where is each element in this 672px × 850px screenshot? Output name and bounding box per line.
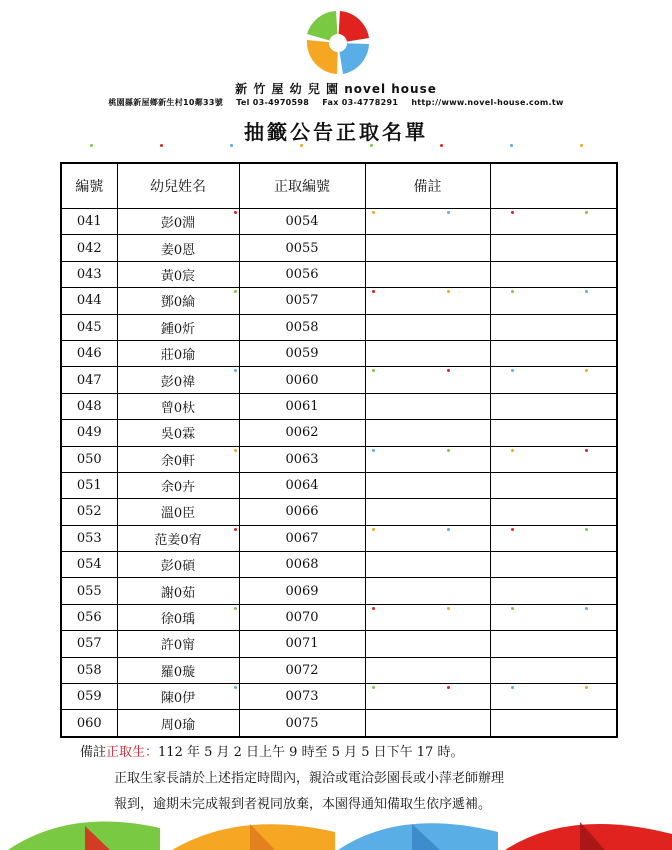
table-row xyxy=(61,578,617,604)
notes-line-3: 報到，逾期未完成報到者視同放棄，本園得通知備取生依序遞補。 xyxy=(114,797,492,812)
cell-remarks xyxy=(365,631,490,657)
cell-blank xyxy=(490,472,617,498)
decorative-dot xyxy=(585,290,588,293)
cell-admission-code: 0054 xyxy=(239,209,365,235)
decorative-dot xyxy=(447,211,450,214)
cell-admission-code: 0071 xyxy=(239,631,365,657)
cell-number: 044 xyxy=(61,288,117,314)
decorative-dot xyxy=(234,607,237,610)
notes-section xyxy=(80,740,504,818)
decorative-dot xyxy=(372,449,375,452)
decorative-dot xyxy=(372,290,375,293)
header-number: 編號 xyxy=(61,163,117,209)
cell-blank xyxy=(490,525,617,551)
notes-period: 112 年 5 月 2 日上午 9 時至 5 月 5 日下午 17 時。 xyxy=(158,745,464,760)
cell-blank xyxy=(490,446,617,472)
table-row xyxy=(61,472,617,498)
cell-blank xyxy=(490,710,617,737)
decorative-dot xyxy=(372,528,375,531)
cell-child-name: 謝0茹 xyxy=(117,578,239,604)
header-remarks: 備註 xyxy=(365,163,490,209)
cell-blank xyxy=(490,420,617,446)
decorative-dot xyxy=(447,528,450,531)
notes-line-1 xyxy=(80,740,504,766)
admission-list-table xyxy=(60,162,618,738)
cell-child-name: 余0卉 xyxy=(117,472,239,498)
table-row xyxy=(61,209,617,235)
decorative-dot xyxy=(234,528,237,531)
table-row xyxy=(61,710,617,737)
decorative-dot xyxy=(447,449,450,452)
cell-blank xyxy=(490,578,617,604)
decorative-dot xyxy=(234,290,237,293)
decorative-dot xyxy=(447,607,450,610)
table-row xyxy=(61,314,617,340)
table-row xyxy=(61,604,617,630)
cell-number: 054 xyxy=(61,552,117,578)
table-row xyxy=(61,420,617,446)
cell-blank xyxy=(490,631,617,657)
cell-remarks xyxy=(365,684,490,710)
decorative-dot xyxy=(372,607,375,610)
cell-admission-code: 0057 xyxy=(239,288,365,314)
cell-remarks xyxy=(365,578,490,604)
cell-admission-code: 0062 xyxy=(239,420,365,446)
decorative-dot xyxy=(585,686,588,689)
table-row xyxy=(61,393,617,419)
cell-child-name: 吳0霖 xyxy=(117,420,239,446)
table-row xyxy=(61,367,617,393)
cell-admission-code: 0073 xyxy=(239,684,365,710)
decorative-dot xyxy=(447,686,450,689)
table-row xyxy=(61,631,617,657)
decorative-dot xyxy=(447,290,450,293)
cell-blank xyxy=(490,314,617,340)
decorative-dot xyxy=(511,290,514,293)
cell-number: 043 xyxy=(61,261,117,287)
decorative-dot xyxy=(372,369,375,372)
kindergarten-logo xyxy=(303,8,373,78)
table-row xyxy=(61,552,617,578)
cell-blank xyxy=(490,288,617,314)
cell-admission-code: 0066 xyxy=(239,499,365,525)
table-row xyxy=(61,657,617,683)
cell-child-name: 黃0宸 xyxy=(117,261,239,287)
cell-admission-code: 0061 xyxy=(239,393,365,419)
cell-admission-code: 0055 xyxy=(239,235,365,261)
address: 桃園縣新屋鄉新生村10鄰33號 xyxy=(108,98,224,107)
cell-child-name: 范姜0宥 xyxy=(117,525,239,551)
cell-admission-code: 0064 xyxy=(239,472,365,498)
cell-remarks xyxy=(365,340,490,366)
cell-child-name: 姜0恩 xyxy=(117,235,239,261)
decorative-dot-row xyxy=(60,144,620,150)
cell-admission-code: 0072 xyxy=(239,657,365,683)
cell-number: 049 xyxy=(61,420,117,446)
telephone: Tel 03-4970598 xyxy=(236,98,310,107)
cell-blank xyxy=(490,261,617,287)
notes-highlight: 正取生： xyxy=(106,745,159,760)
cell-blank xyxy=(490,552,617,578)
cell-child-name: 鍾0炘 xyxy=(117,314,239,340)
cell-child-name: 周0瑜 xyxy=(117,710,239,737)
cell-admission-code: 0069 xyxy=(239,578,365,604)
header-admission-code: 正取編號 xyxy=(239,163,365,209)
decorative-dot xyxy=(372,686,375,689)
table-row xyxy=(61,446,617,472)
cell-remarks xyxy=(365,420,490,446)
cell-number: 050 xyxy=(61,446,117,472)
cell-number: 045 xyxy=(61,314,117,340)
decorative-dot xyxy=(511,528,514,531)
cell-remarks xyxy=(365,261,490,287)
table-row xyxy=(61,525,617,551)
table-row xyxy=(61,340,617,366)
cell-blank xyxy=(490,235,617,261)
cell-number: 046 xyxy=(61,340,117,366)
cell-remarks xyxy=(365,314,490,340)
contact-info xyxy=(0,97,672,108)
cell-child-name: 彭0碩 xyxy=(117,552,239,578)
cell-remarks xyxy=(365,710,490,737)
cell-remarks xyxy=(365,209,490,235)
cell-number: 051 xyxy=(61,472,117,498)
cell-admission-code: 0060 xyxy=(239,367,365,393)
cell-number: 059 xyxy=(61,684,117,710)
cell-child-name: 余0軒 xyxy=(117,446,239,472)
decorative-dot xyxy=(585,449,588,452)
decorative-dot xyxy=(585,211,588,214)
cell-child-name: 溫0臣 xyxy=(117,499,239,525)
notes-line-2: 正取生家長請於上述指定時間內，親洽或電洽彭園長或小萍老師辦理 xyxy=(114,771,505,786)
decorative-dot xyxy=(234,686,237,689)
cell-remarks xyxy=(365,604,490,630)
notes-prefix: 備註 xyxy=(80,745,107,760)
cell-child-name: 曾0杕 xyxy=(117,393,239,419)
cell-number: 048 xyxy=(61,393,117,419)
cell-child-name: 彭0禕 xyxy=(117,367,239,393)
decorative-dot xyxy=(511,369,514,372)
decorative-dot xyxy=(234,369,237,372)
cell-remarks xyxy=(365,235,490,261)
decorative-dot xyxy=(372,211,375,214)
page-title: 抽籤公告正取名單 xyxy=(244,120,428,144)
cell-remarks xyxy=(365,367,490,393)
cell-number: 058 xyxy=(61,657,117,683)
cell-remarks xyxy=(365,288,490,314)
cell-remarks xyxy=(365,657,490,683)
cell-child-name: 莊0瑜 xyxy=(117,340,239,366)
table-header-row xyxy=(61,163,617,209)
cell-admission-code: 0075 xyxy=(239,710,365,737)
cell-number: 055 xyxy=(61,578,117,604)
cell-blank xyxy=(490,657,617,683)
cell-blank xyxy=(490,604,617,630)
cell-blank xyxy=(490,499,617,525)
decorative-dot xyxy=(447,369,450,372)
cell-remarks xyxy=(365,499,490,525)
decorative-dot xyxy=(511,686,514,689)
cell-remarks xyxy=(365,525,490,551)
cell-number: 042 xyxy=(61,235,117,261)
cell-blank xyxy=(490,393,617,419)
cell-child-name: 鄧0綸 xyxy=(117,288,239,314)
cell-number: 047 xyxy=(61,367,117,393)
cell-remarks xyxy=(365,552,490,578)
table-row xyxy=(61,684,617,710)
header-child-name: 幼兒姓名 xyxy=(117,163,239,209)
cell-child-name: 陳0伊 xyxy=(117,684,239,710)
decorative-dot xyxy=(585,369,588,372)
decorative-dot xyxy=(511,449,514,452)
decorative-dot xyxy=(585,607,588,610)
website: http://www.novel-house.com.tw xyxy=(411,98,564,107)
cell-number: 053 xyxy=(61,525,117,551)
cell-admission-code: 0067 xyxy=(239,525,365,551)
organization-name: 新 竹 屋 幼 兒 園 novel house xyxy=(235,82,437,96)
decorative-dot xyxy=(234,449,237,452)
header-blank xyxy=(490,163,617,209)
cell-remarks xyxy=(365,472,490,498)
cell-number: 041 xyxy=(61,209,117,235)
cell-admission-code: 0070 xyxy=(239,604,365,630)
fax: Fax 03-4778291 xyxy=(322,98,399,107)
decorative-dot xyxy=(511,211,514,214)
cell-blank xyxy=(490,209,617,235)
cell-child-name: 彭0淵 xyxy=(117,209,239,235)
cell-remarks xyxy=(365,446,490,472)
decorative-dot xyxy=(585,528,588,531)
cell-admission-code: 0068 xyxy=(239,552,365,578)
table-row xyxy=(61,261,617,287)
decorative-footer-waves xyxy=(0,808,672,850)
table-row xyxy=(61,288,617,314)
decorative-dot xyxy=(234,211,237,214)
cell-number: 060 xyxy=(61,710,117,737)
cell-number: 052 xyxy=(61,499,117,525)
table-row xyxy=(61,499,617,525)
cell-child-name: 羅0璇 xyxy=(117,657,239,683)
cell-blank xyxy=(490,340,617,366)
cell-child-name: 許0甯 xyxy=(117,631,239,657)
cell-admission-code: 0058 xyxy=(239,314,365,340)
cell-number: 056 xyxy=(61,604,117,630)
decorative-dot xyxy=(511,607,514,610)
cell-admission-code: 0059 xyxy=(239,340,365,366)
cell-admission-code: 0063 xyxy=(239,446,365,472)
table-row xyxy=(61,235,617,261)
cell-blank xyxy=(490,684,617,710)
cell-number: 057 xyxy=(61,631,117,657)
cell-blank xyxy=(490,367,617,393)
cell-remarks xyxy=(365,393,490,419)
cell-admission-code: 0056 xyxy=(239,261,365,287)
cell-child-name: 徐0瑀 xyxy=(117,604,239,630)
